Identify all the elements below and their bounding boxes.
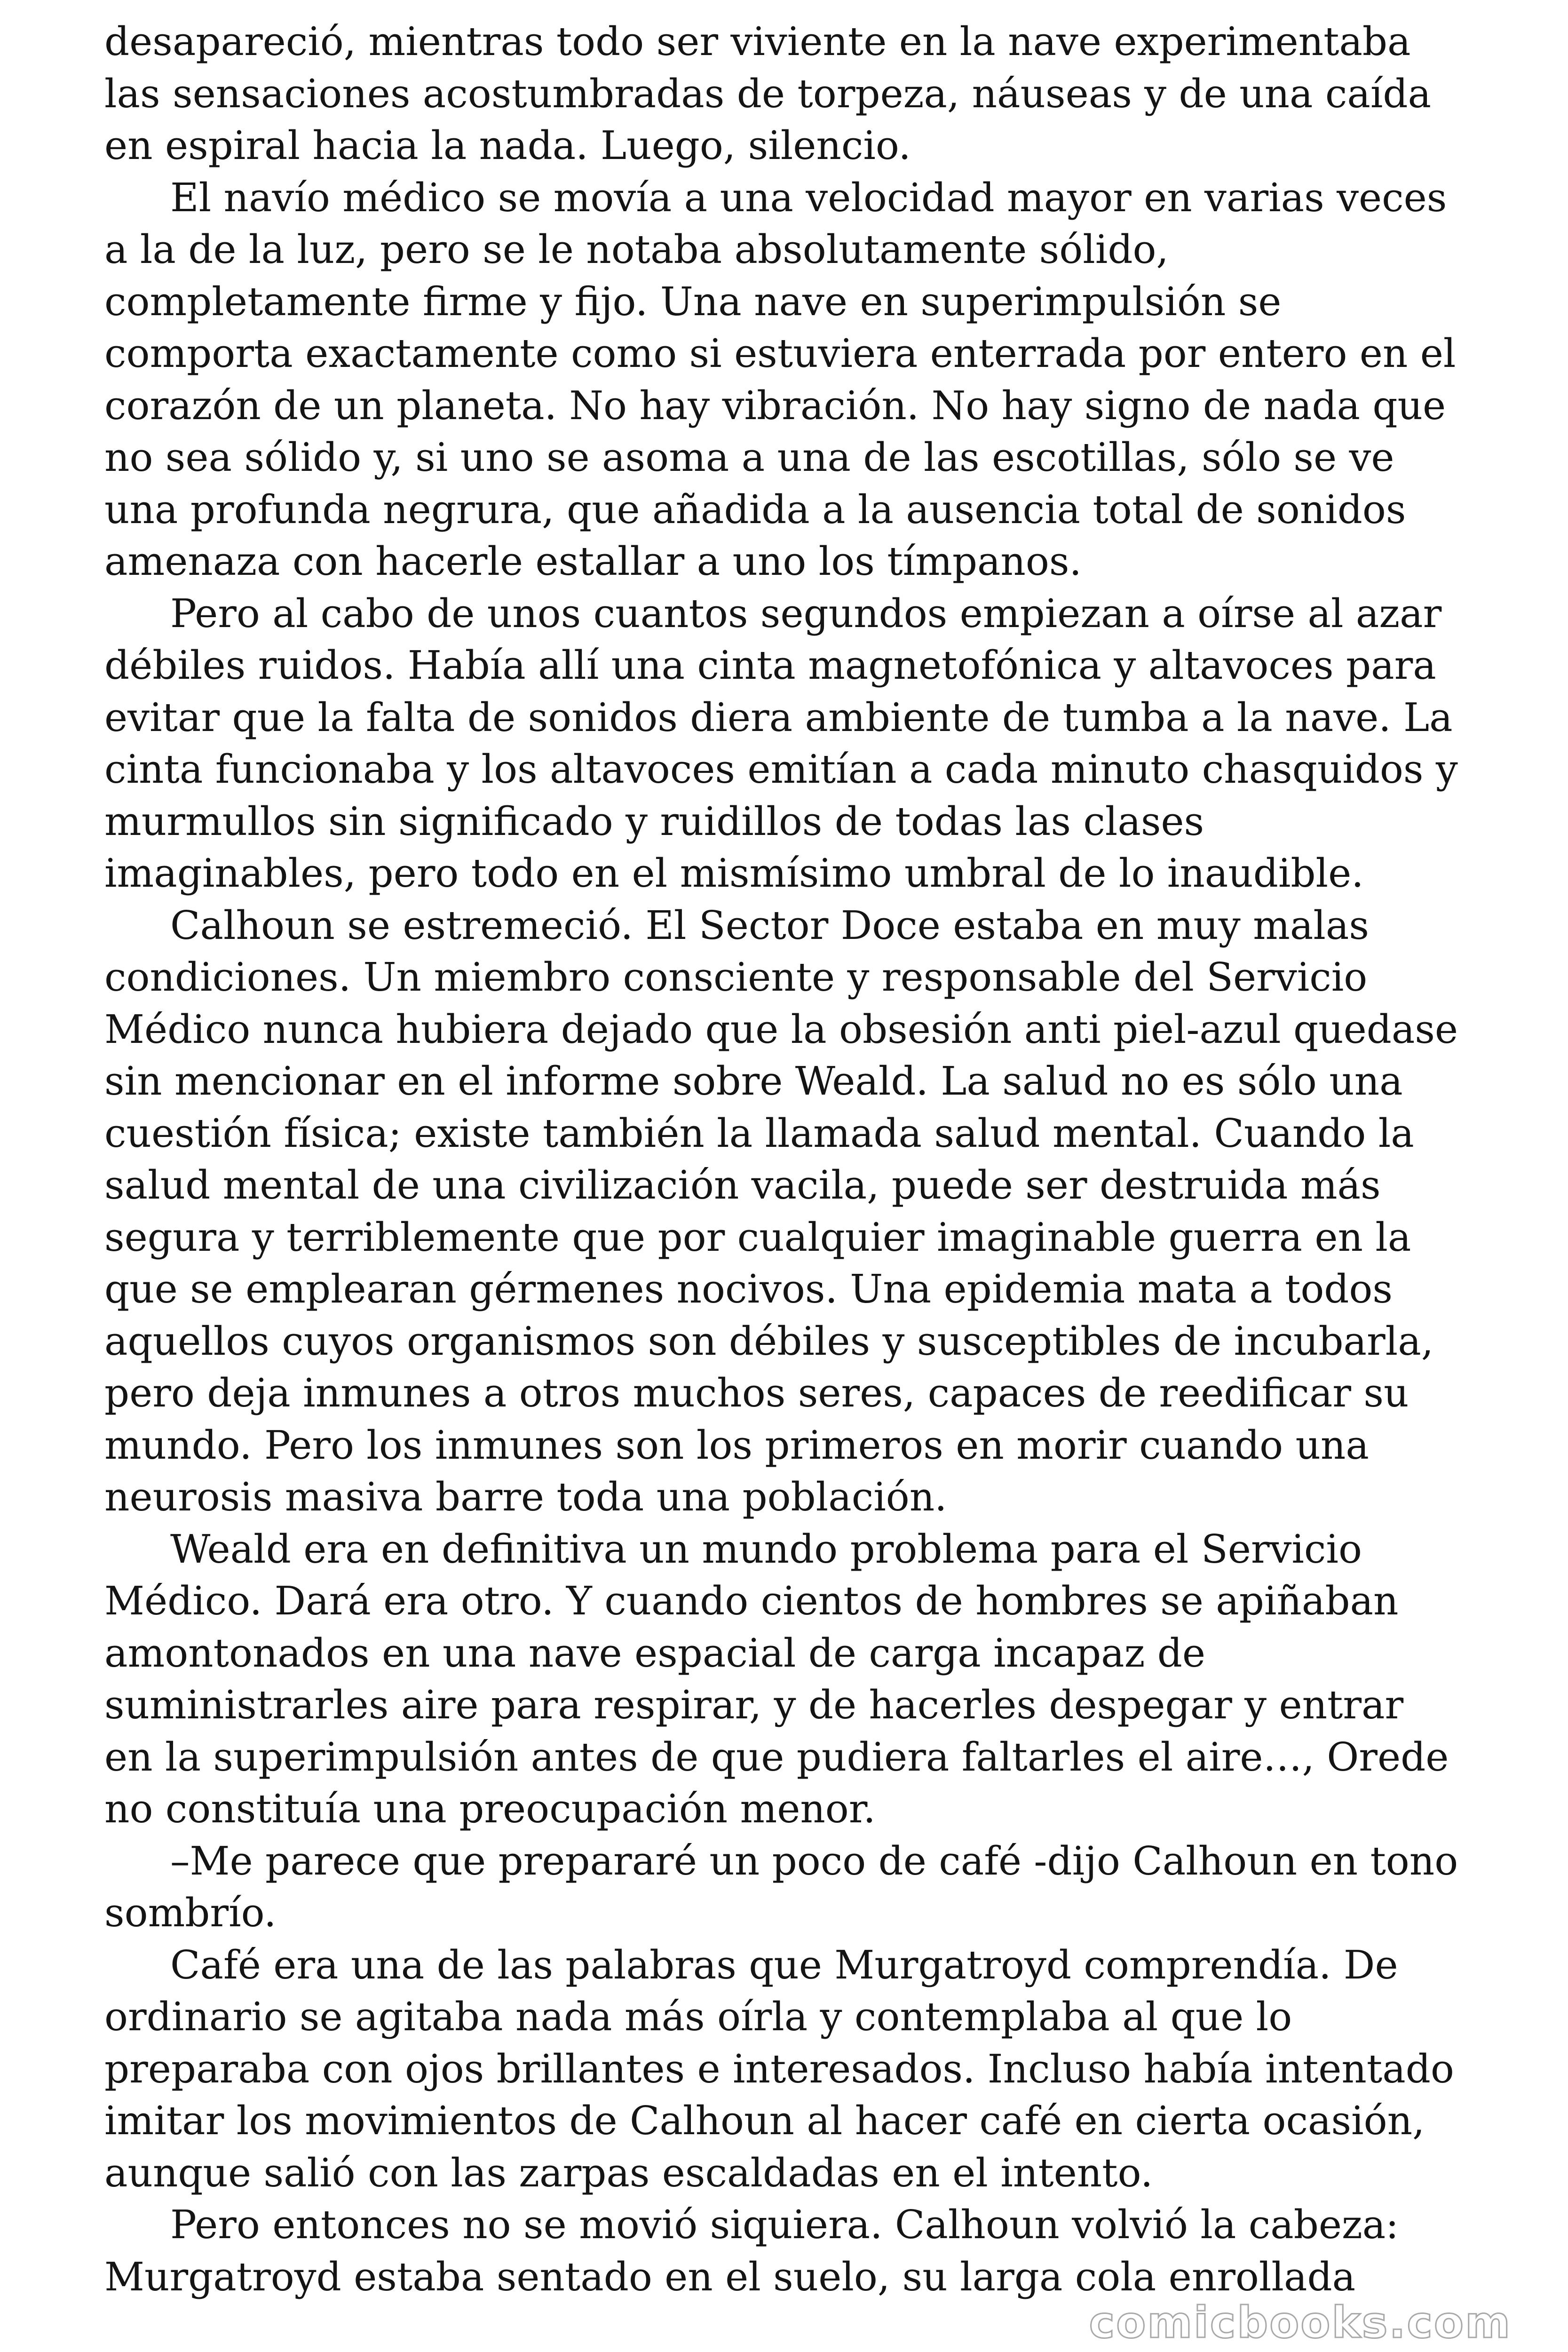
book-page [104,16,1464,2303]
paragraph: Weald era en definitiva un mundo problema para el Servicio Médico. Dará era otro. Y cuando cientos de hombres se apiñaban amontonados en una nave espacial de carga incapaz de suministrarles aire para respirar, y de hacerles despegar y entrar en la superimpulsión antes de que pudiera faltarles el aire…, Orede no constituía una preocupación menor. [104,1526,1449,1832]
paragraph: Café era una de las palabras que Murgatroyd comprendía. De ordinario se agitaba nada más oírla y contemplaba al que lo preparaba con ojos brillantes e interesados. Incluso había intentado imitar los movimientos de Calhoun al hacer café en cierta ocasión, aunque salió con las zarpas escaldadas en el intento. [104,1942,1454,2196]
paragraph: El navío médico se movía a una velocidad mayor en varias veces a la de la luz, pero se le notaba absolutamente sólido, completamente firme y fijo. Una nave en superimpulsión se comporta exactamente como si estuviera enterrada por entero en el corazón de un planeta. No hay vibración. No hay signo de nada que no sea sólido y, si uno se asoma a una de las escotillas, sólo se ve una profunda negrura, que añadida a la ausencia total de sonidos amenaza con hacerle estallar a uno los tímpanos. [104,175,1456,584]
paragraph: Pero al cabo de unos cuantos segundos empiezan a oírse al azar débiles ruidos. Había allí una cinta magnetofónica y altavoces para evitar que la falta de sonidos diera ambiente de tumba a la nave. La cinta funcionaba y los altavoces emitían a cada minuto chasquidos y murmullos sin significado y ruidillos de todas las clases imaginables, pero todo en el mismísimo umbral de lo inaudible. [104,590,1458,896]
paragraph: –Me parece que prepararé un poco de café -dijo Calhoun en tono sombrío. [104,1838,1458,1936]
watermark: comicbooks.com [1089,2297,1512,2348]
paragraph: Pero entonces no se movió siquiera. Calhoun volvió la cabeza: Murgatroyd estaba sentado en el suelo, su larga cola enrollada [104,2202,1399,2300]
paragraph: desapareció, mientras todo ser viviente en la nave experimentaba las sensaciones acostumbradas de torpeza, náuseas y de una caída en espiral hacia la nada. Luego, silencio. [104,19,1431,168]
paragraph: Calhoun se estremeció. El Sector Doce estaba en muy malas condiciones. Un miembro consciente y responsable del Servicio Médico nunca hubiera dejado que la obsesión anti piel-azul quedase sin mencionar en el informe sobre Weald. La salud no es sólo una cuestión física; existe también la llamada salud mental. Cuando la salud mental de una civilización vacila, puede ser destruida más segura y terriblemente que por cualquier imaginable guerra en la que se emplearan gérmenes nocivos. Una epidemia mata a todos aquellos cuyos organismos son débiles y susceptibles de incubarla, pero deja inmunes a otros muchos seres, capaces de reedificar su mundo. Pero los inmunes son los primeros en morir cuando una neurosis masiva barre toda una población. [104,902,1458,1520]
